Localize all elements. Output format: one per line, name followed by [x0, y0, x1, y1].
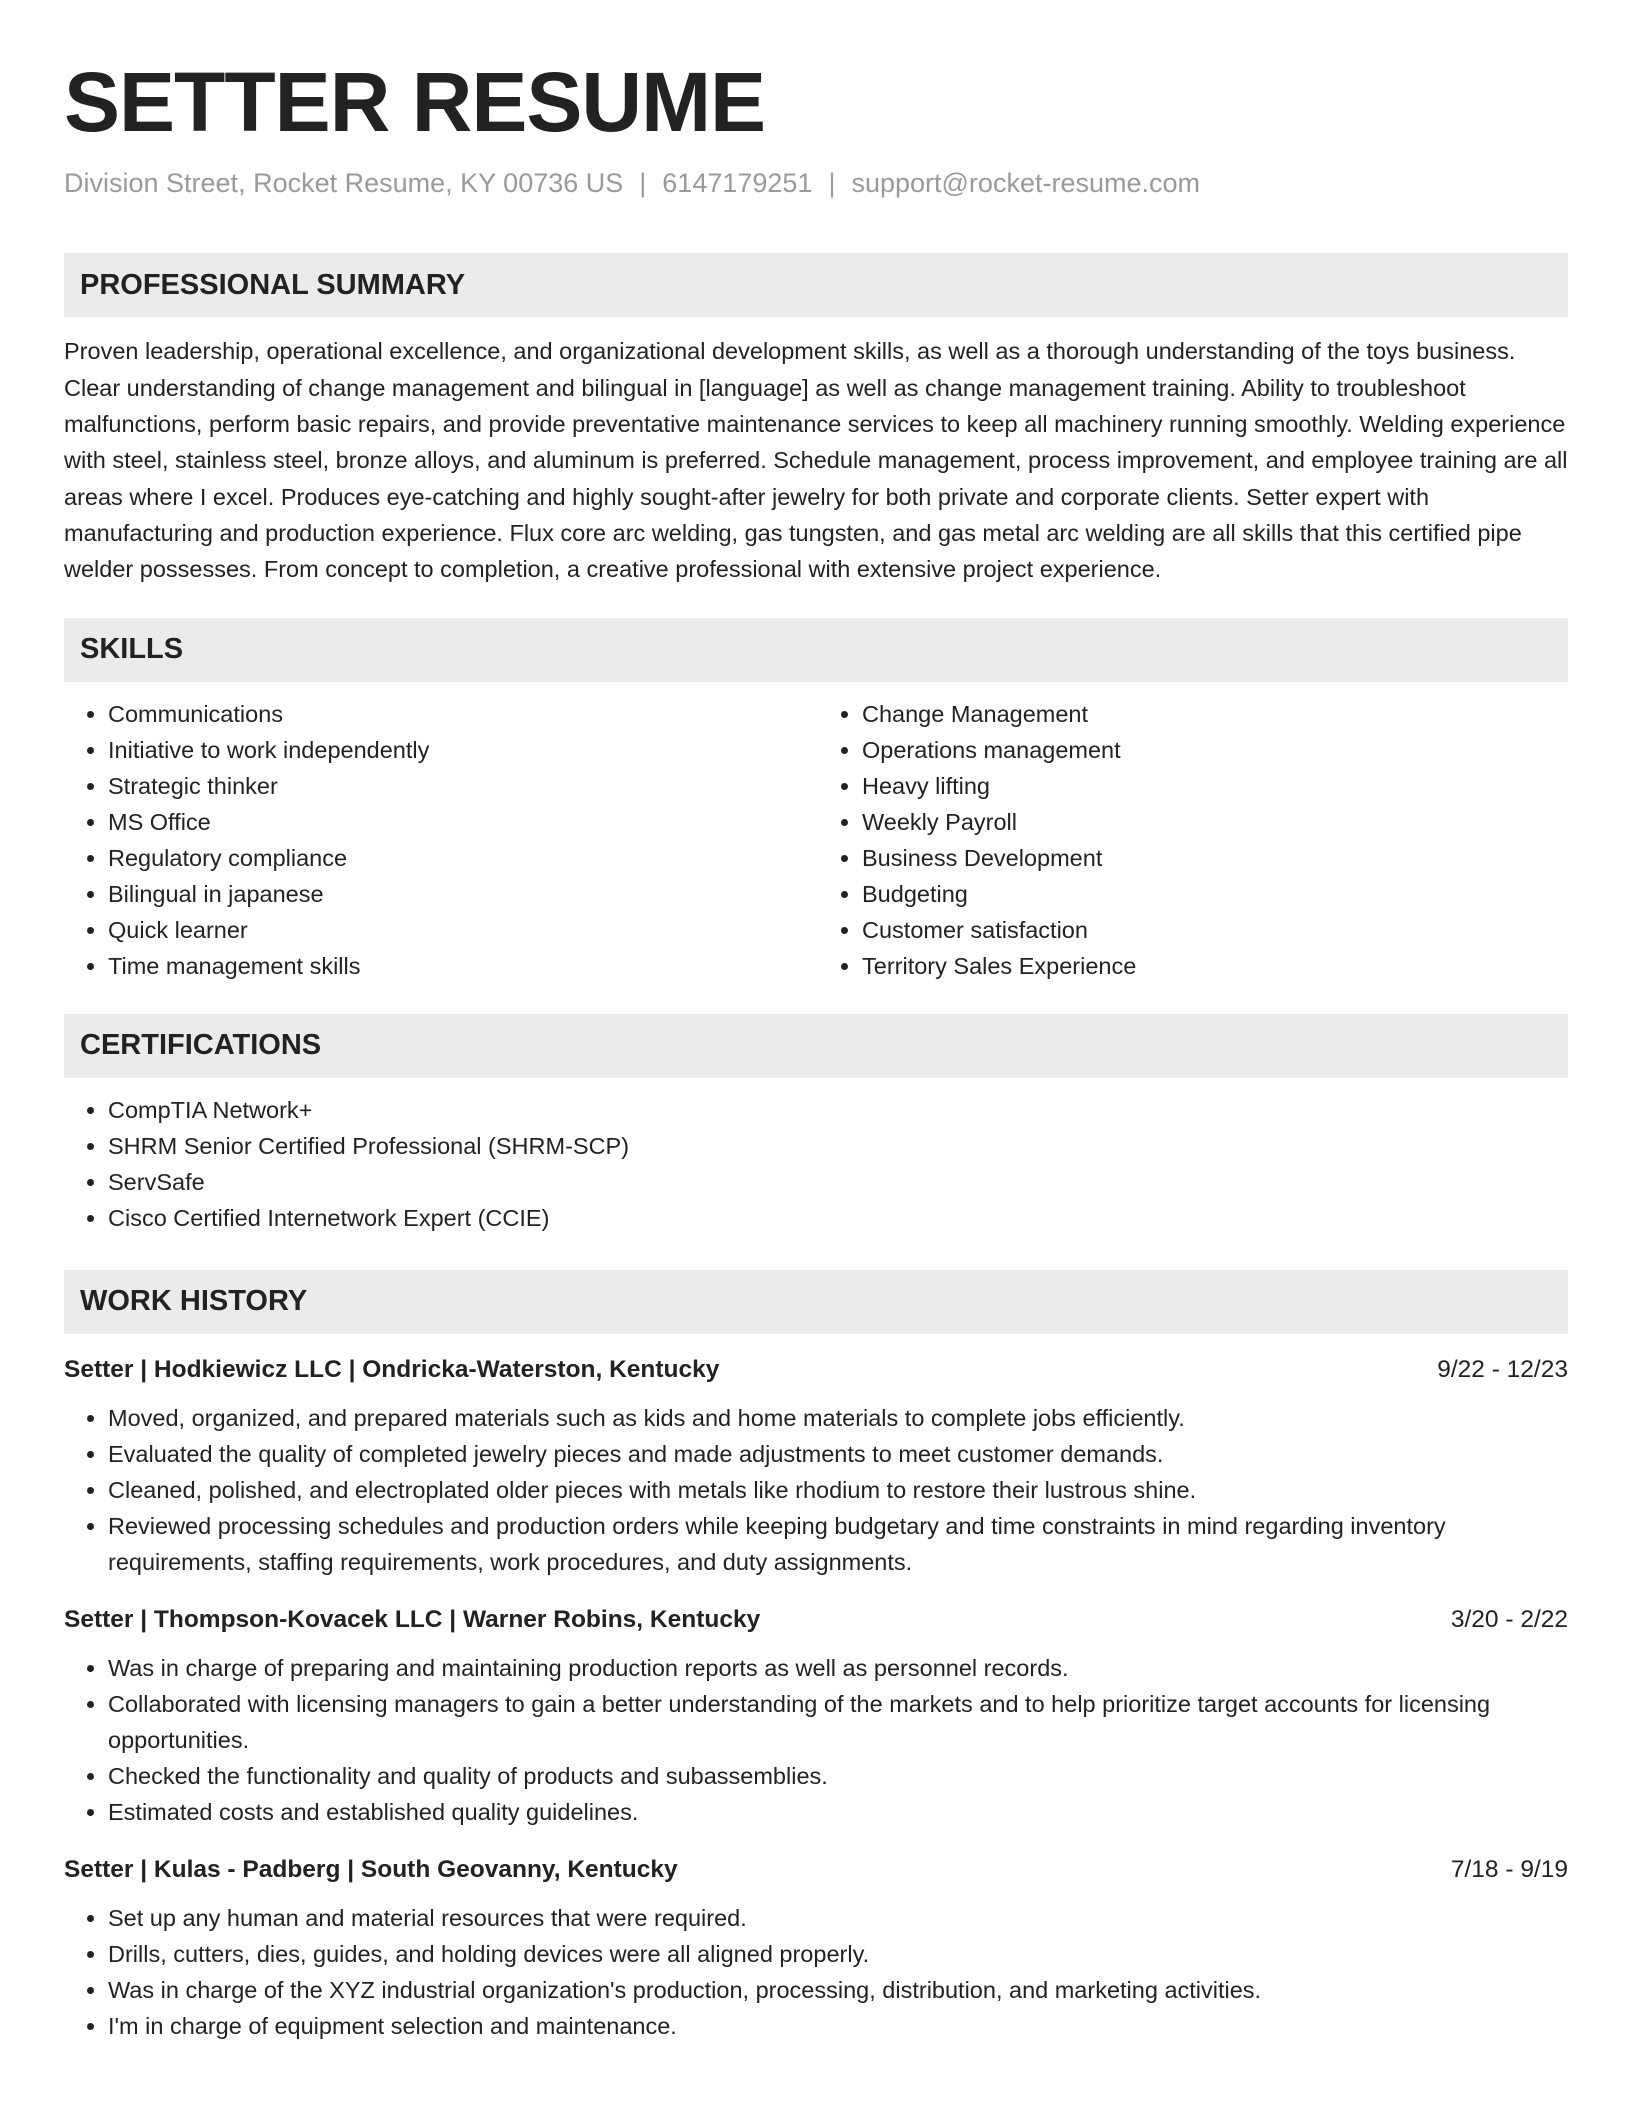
contact-email: support@rocket-resume.com [851, 168, 1200, 199]
skill-item: • Weekly Payroll [862, 804, 1568, 840]
job-title: Setter | Kulas - Padberg | South Geovanny, Kentucky [64, 1855, 678, 1883]
job-dates: 3/20 - 2/22 [1450, 1605, 1568, 1633]
skills-column-left [64, 696, 814, 984]
skill-item: • Change Management [862, 696, 1568, 732]
job-bullets [64, 1650, 1568, 1830]
certification-item: • ServSafe [108, 1164, 1568, 1200]
contact-separator: | [828, 168, 836, 199]
job-entry [64, 1604, 1568, 1830]
work-history-heading: WORK HISTORY [64, 1270, 1568, 1334]
contact-phone: 6147179251 [662, 168, 813, 199]
skill-item: • Communications [108, 696, 814, 732]
job-bullet: • Checked the functionality and quality of products and subassemblies. [108, 1758, 1568, 1794]
certification-item: • CompTIA Network+ [108, 1092, 1568, 1128]
job-bullet: • Estimated costs and established quality guidelines. [108, 1794, 1568, 1830]
job-title: Setter | Hodkiewicz LLC | Ondricka-Waterston, Kentucky [64, 1355, 720, 1383]
skill-item: • Time management skills [108, 948, 814, 984]
job-header [64, 1604, 1568, 1636]
job-bullet: • Cleaned, polished, and electroplated older pieces with metals like rhodium to restore their lustrous shine. [108, 1472, 1568, 1508]
job-entry [64, 1854, 1568, 2044]
skill-item: • Strategic thinker [108, 768, 814, 804]
skills-heading: SKILLS [64, 618, 1568, 682]
job-header [64, 1354, 1568, 1386]
skill-item: • Customer satisfaction [862, 912, 1568, 948]
job-bullets [64, 1900, 1568, 2044]
job-bullet: • Collaborated with licensing managers to gain a better understanding of the markets and to help prioritize target accounts for licensing opportunities. [108, 1686, 1568, 1758]
job-bullet: • Was in charge of the XYZ industrial organization's production, processing, distribution, and marketing activities. [108, 1972, 1568, 2008]
skill-item: • Budgeting [862, 876, 1568, 912]
skill-item: • Bilingual in japanese [108, 876, 814, 912]
skill-item: • MS Office [108, 804, 814, 840]
job-dates: 7/18 - 9/19 [1450, 1855, 1568, 1883]
job-bullet: • Drills, cutters, dies, guides, and holding devices were all aligned properly. [108, 1936, 1568, 1972]
contact-line [64, 166, 1568, 201]
job-bullet: • Evaluated the quality of completed jewelry pieces and made adjustments to meet customer demands. [108, 1436, 1568, 1472]
skill-item: • Heavy lifting [862, 768, 1568, 804]
certification-item: • Cisco Certified Internetwork Expert (CCIE) [108, 1200, 1568, 1236]
certification-item: • SHRM Senior Certified Professional (SHRM-SCP) [108, 1128, 1568, 1164]
resume-name: SETTER RESUME [64, 55, 766, 149]
job-bullet: • Reviewed processing schedules and production orders while keeping budgetary and time constraints in mind regarding inventory requirements, staffing requirements, work procedures, and duty assignments. [108, 1508, 1568, 1580]
certifications-heading: CERTIFICATIONS [64, 1014, 1568, 1078]
skill-item: • Initiative to work independently [108, 732, 814, 768]
job-bullet: • Moved, organized, and prepared materials such as kids and home materials to complete jobs efficiently. [108, 1400, 1568, 1436]
summary-heading: PROFESSIONAL SUMMARY [64, 253, 1568, 317]
job-entry [64, 1354, 1568, 1580]
job-bullets [64, 1400, 1568, 1580]
job-header [64, 1854, 1568, 1886]
summary-text: Proven leadership, operational excellence, and organizational development skills, as well as a thorough understanding of the toys business. Clear understanding of change management and bilingual in [language] as well as change management training. Ability to troubleshoot malfunctions, perform basic repairs, and provide preventative maintenance services to keep all machinery running smoothly. Welding experience with steel, stainless steel, bronze alloys, and aluminum is preferred. Schedule management, process improvement, and employee training are all areas where I excel. Produces eye-catching and highly sought-after jewelry for both private and corporate clients. Setter expert with manufacturing and production experience. Flux core arc welding, gas tungsten, and gas metal arc welding are all skills that this certified pipe welder possesses. From concept to completion, a creative professional with extensive project experience. [64, 338, 1568, 583]
skill-item: • Quick learner [108, 912, 814, 948]
skill-item: • Operations management [862, 732, 1568, 768]
skill-item: • Regulatory compliance [108, 840, 814, 876]
certifications-list [64, 1092, 1568, 1236]
job-dates: 9/22 - 12/23 [1437, 1355, 1568, 1383]
job-bullet: • Was in charge of preparing and maintaining production reports as well as personnel records. [108, 1650, 1568, 1686]
job-bullet: • I'm in charge of equipment selection and maintenance. [108, 2008, 1568, 2044]
skill-item: • Business Development [862, 840, 1568, 876]
skill-item: • Territory Sales Experience [862, 948, 1568, 984]
contact-separator: | [639, 168, 647, 199]
contact-address: Division Street, Rocket Resume, KY 00736 US [64, 168, 624, 199]
skills-list [64, 682, 1568, 984]
job-title: Setter | Thompson-Kovacek LLC | Warner Robins, Kentucky [64, 1605, 761, 1633]
skills-column-right [814, 696, 1568, 984]
job-bullet: • Set up any human and material resources that were required. [108, 1900, 1568, 1936]
